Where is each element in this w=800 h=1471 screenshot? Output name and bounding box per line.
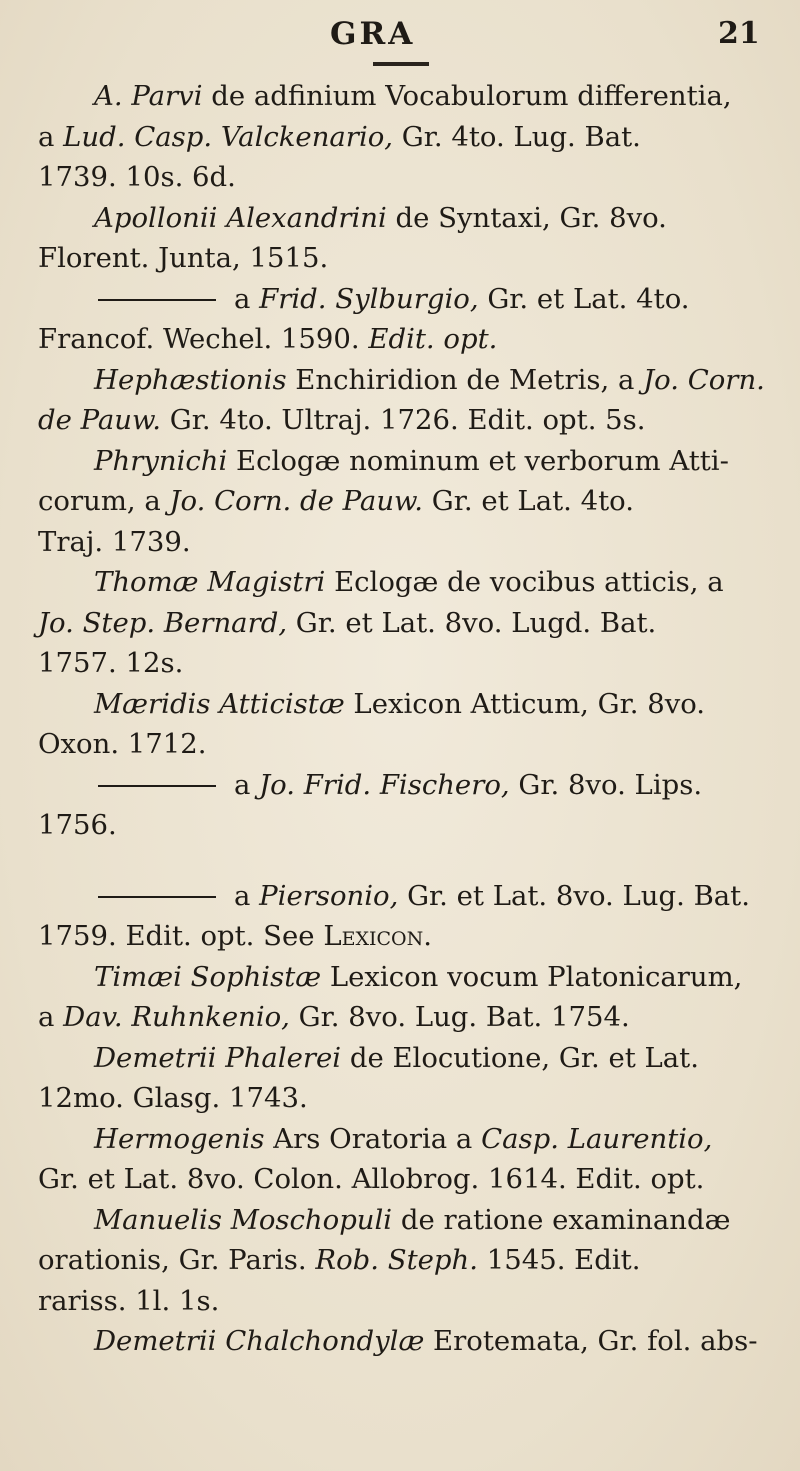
entry-line: Thomæ Magistri Eclogæ de vocibus atticis, a: [94, 566, 724, 598]
entry-line: 1757. 12s.: [38, 647, 184, 679]
entry-line: Oxon. 1712.: [38, 728, 207, 760]
catalogue-entry: [38, 765, 778, 846]
catalogue-entry: [38, 562, 778, 684]
header-rule: [373, 62, 429, 66]
entry-line: Jo. Step. Bernard, Gr. et Lat. 8vo. Lugd. Bat.: [38, 606, 657, 639]
catalogue-entry: [38, 1119, 778, 1200]
catalogue-entry: [38, 1200, 778, 1322]
entry-line: a Piersonio, Gr. et Lat. 8vo. Lug. Bat.: [38, 876, 778, 917]
catalogue-entry: [38, 684, 778, 765]
ditto-dash: [98, 785, 216, 787]
entry-line: a Dav. Ruhnkenio, Gr. 8vo. Lug. Bat. 1754.: [38, 1001, 630, 1033]
ditto-dash: [98, 299, 216, 301]
entry-line: Demetrii Phalerei de Elocutione, Gr. et Lat.: [94, 1041, 699, 1074]
page-header: [0, 14, 800, 54]
catalogue-entry: [38, 360, 778, 441]
catalogue-entry: [38, 198, 778, 279]
entry-line: Timæi Sophistæ Lexicon vocum Platonicarum,: [94, 960, 743, 993]
entry-line: Demetrii Chalchondylæ Erotemata, Gr. fol. abs-: [94, 1325, 758, 1357]
page-number: 21: [718, 16, 760, 51]
entry-line: de Pauw. Gr. 4to. Ultraj. 1726. Edit. opt. 5s.: [38, 404, 646, 436]
catalogue-entry: [38, 957, 778, 1038]
catalogue-entry: [38, 76, 778, 198]
catalogue-entry: [38, 1321, 778, 1362]
entry-line: a Lud. Casp. Valckenario, Gr. 4to. Lug. Bat.: [38, 120, 641, 153]
entry-line: a Frid. Sylburgio, Gr. et Lat. 4to.: [38, 279, 778, 320]
entry-line: Manuelis Moschopuli de ratione examinandæ: [94, 1203, 731, 1236]
entry-line: 1759. Edit. opt. See Lexicon.: [38, 920, 432, 952]
catalogue-entry: [38, 441, 778, 563]
entry-line: a Jo. Frid. Fischero, Gr. 8vo. Lips.: [38, 765, 778, 806]
entry-line: A. Parvi de adfinium Vocabulorum differentia,: [94, 80, 732, 112]
catalogue-entry: [38, 876, 778, 957]
entry-line: 1756.: [38, 809, 117, 841]
entry-line: Mæridis Atticistæ Lexicon Atticum, Gr. 8vo.: [94, 687, 706, 720]
catalogue-entry: [38, 279, 778, 360]
entry-line: Phrynichi Eclogæ nominum et verborum Atti-: [94, 444, 729, 477]
running-head: GRA: [330, 16, 416, 52]
catalogue-body: [38, 76, 778, 1362]
entry-line: corum, a Jo. Corn. de Pauw. Gr. et Lat. 4to.: [38, 485, 634, 517]
entry-line: rariss. 1l. 1s.: [38, 1284, 220, 1317]
entry-line: Francof. Wechel. 1590. Edit. opt.: [38, 323, 498, 355]
entry-line: Hermogenis Ars Oratoria a Casp. Laurentio,: [94, 1122, 713, 1155]
ditto-dash: [98, 896, 216, 898]
entry-line: orationis, Gr. Paris. Rob. Steph. 1545. Edit.: [38, 1244, 641, 1276]
entry-line: 12mo. Glasg. 1743.: [38, 1082, 308, 1114]
entry-line: Hephæstionis Enchiridion de Metris, a Jo. Corn.: [94, 363, 765, 396]
entry-line: Florent. Junta, 1515.: [38, 242, 329, 274]
entry-line: Apollonii Alexandrini de Syntaxi, Gr. 8vo.: [94, 201, 667, 234]
entry-line: Traj. 1739.: [38, 525, 191, 558]
entry-line: Gr. et Lat. 8vo. Colon. Allobrog. 1614. Edit. opt.: [38, 1163, 705, 1195]
spacer: [38, 846, 778, 876]
catalogue-entry: [38, 1038, 778, 1119]
entry-line: 1739. 10s. 6d.: [38, 161, 236, 193]
